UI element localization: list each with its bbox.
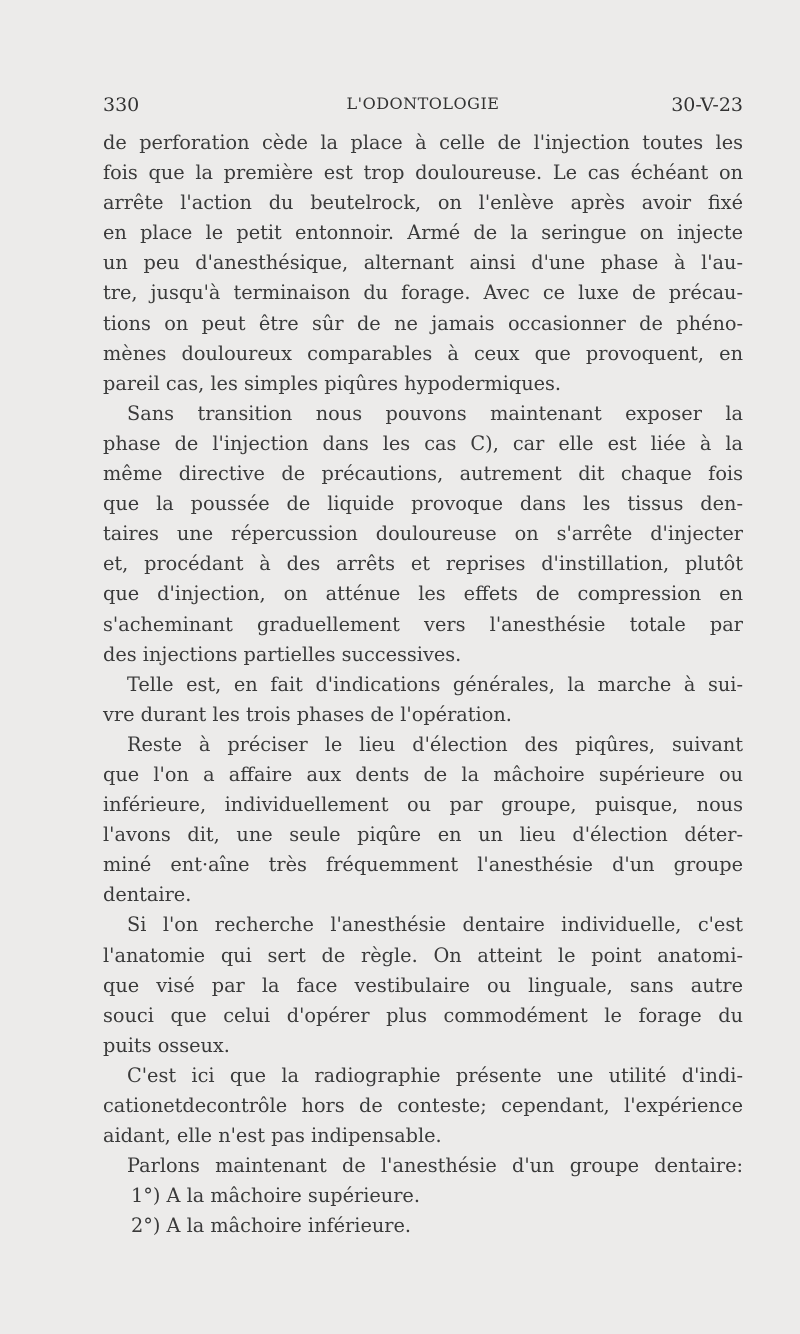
text-line: Telle est, en fait d'indications générales, la marche à sui- [127,672,743,696]
text-line: en place le petit entonnoir. Armé de la seringue on injecte [103,221,743,245]
text-line: un peu d'anesthésique, alternant ainsi d'une phase à l'au- [103,251,743,275]
text-line: dentaire. [103,883,192,907]
text-line: tre, jusqu'à terminaison du forage. Avec ce luxe de précau- [103,281,743,305]
text-line: puits osseux. [103,1033,230,1057]
running-header [103,94,743,124]
page-number: 330 [103,94,140,116]
text-line: Reste à préciser le lieu d'élection des piqûres, suivant [127,732,743,756]
text-line: cationetdecontrôle hors de conteste; cependant, l'expérience [103,1094,743,1117]
text-line: Sans transition nous pouvons maintenant exposer la [127,401,743,425]
body-text [103,128,743,1241]
text-line: des injections partielles successives. [103,642,462,666]
text-line: miné ent·aîne très fréquemment l'anesthésie d'un groupe [103,853,743,877]
text-line: aidant, elle n'est pas indipensable. [103,1124,442,1148]
text-line: s'acheminant graduellement vers l'anesthésie totale par [103,612,743,636]
text-line: vre durant les trois phases de l'opération. [103,702,512,726]
text-line: taires une répercussion douloureuse on s'arrête d'injecter [103,522,743,546]
text-line: Si l'on recherche l'anesthésie dentaire individuelle, c'est [127,913,743,937]
text-line: 1°) A la mâchoire supérieure. [131,1184,420,1208]
text-line: même directive de précautions, autrement dit chaque fois [103,462,743,486]
text-line: que l'on a affaire aux dents de la mâchoire supérieure ou [103,762,743,786]
issue-date: 30-V-23 [671,94,743,116]
text-line: phase de l'injection dans les cas C), car elle est liée à la [103,431,743,455]
text-line: 2°) A la mâchoire inférieure. [131,1214,412,1238]
text-line: C'est ici que la radiographie présente une utilité d'indi- [127,1063,743,1087]
text-line: arrête l'action du beutelrock, on l'enlève après avoir fixé [103,191,743,215]
text-line: que la poussée de liquide provoque dans les tissus den- [103,492,743,516]
text-line: de perforation cède la place à celle de l'injection toutes les [103,131,743,154]
text-line: et, procédant à des arrêts et reprises d'instillation, plutôt [103,552,743,576]
text-line: Parlons maintenant de l'anesthésie d'un groupe dentaire: [127,1154,743,1178]
text-line: souci que celui d'opérer plus commodément le forage du [103,1003,743,1027]
running-title: L'ODONTOLOGIE [346,94,500,113]
text-line: tions on peut être sûr de ne jamais occasionner de phéno- [103,311,743,335]
text-line: inférieure, individuellement ou par groupe, puisque, nous [103,793,743,817]
text-line: l'avons dit, une seule piqûre en un lieu d'élection déter- [103,823,743,847]
text-line: fois que la première est trop douloureuse. Le cas échéant on [103,161,743,185]
text-line: pareil cas, les simples piqûres hypodermiques. [103,371,562,395]
text-line: que visé par la face vestibulaire ou linguale, sans autre [103,973,743,997]
text-line: mènes douloureux comparables à ceux que provoquent, en [103,341,743,365]
text-line: que d'injection, on atténue les effets de compression en [103,582,743,606]
text-line: l'anatomie qui sert de règle. On atteint le point anatomi- [103,943,743,967]
